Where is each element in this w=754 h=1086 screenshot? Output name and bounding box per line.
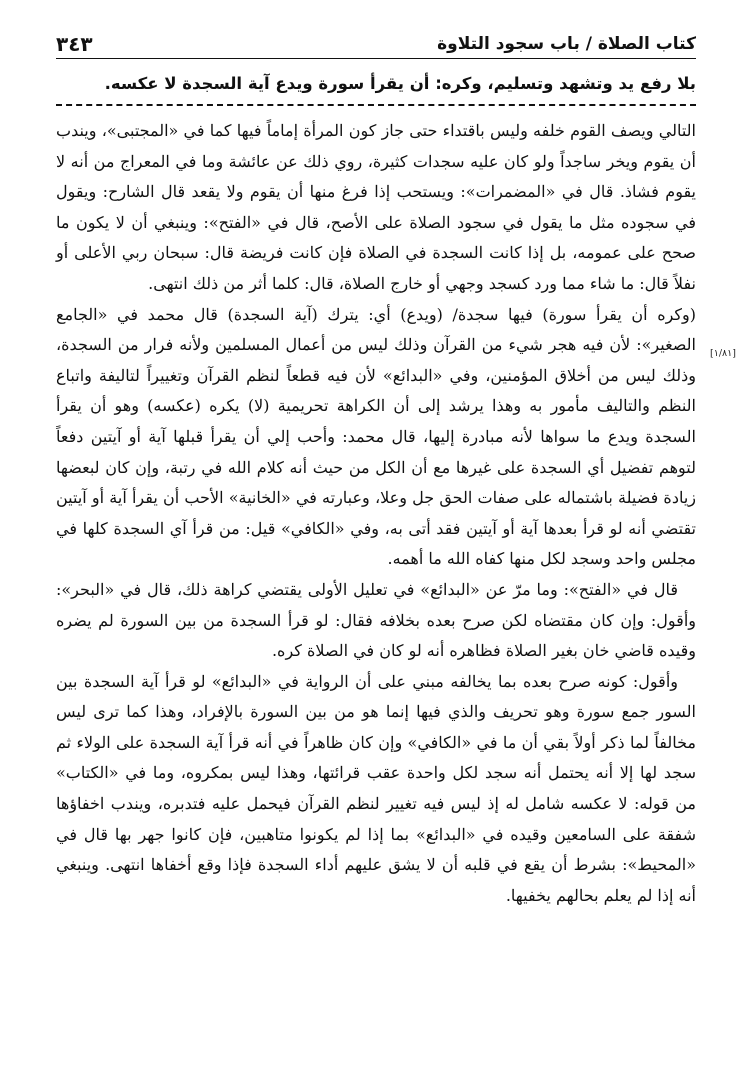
paragraph: قال في «الفتح»: وما مرّ عن «البدائع» في تعليل الأولى يقتضي كراهة ذلك، قال في «البحر»: وأقول: وإن كان مقتضاه لكن صرح بعده بخلافه فقال: لو قرأ السجدة من بين السورة لم يضره وقيده قاضي خان بغير الصلاة فظاهره أنه لو كان في الصلاة كره. [56,579,696,661]
matn-text: بلا رفع يد وتشهد وتسليم، وكره: أن يقرأ سورة ويدع آية السجدة لا عكسه. [104,74,696,93]
margin-reference: [١/٨١] [710,348,736,359]
dashed-divider [56,104,696,106]
commentary-body [56,116,696,911]
page-number: ٣٤٣ [56,32,93,56]
paragraph: التالي ويصف القوم خلفه وليس باقتداء حتى جاز كون المرأة إماماً فيها كما في «المجتبى»، ويندب أن يقوم ويخر ساجداً ولو كان عليه سجدات كثيرة، روي ذلك عن عائشة وما في المعراج من أنه لا يقوم فشاذ. قال في «المضمرات»: ويستحب إذا فرغ منها أن يقوم ولا يقعد قال الشارح: ويقول في سجوده مثل ما يقول في سجود الصلاة على الأصح، قال في «الفتح»: وينبغي أن لا يكون ما صحح على عمومه، بل إذا كانت السجدة في الصلاة فإن كانت فريضة قال: سبحان ربي الأعلى أو نفلاً قال: ما شاء مما ورد كسجد وجهي أو خارج الصلاة، قال: كلما أثر من ذلك انتهى. [56,121,696,293]
running-title: كتاب الصلاة / باب سجود التلاوة [437,34,696,54]
running-header [56,30,696,59]
paragraph: (وكره أن يقرأ سورة) فيها سجدة/ (ويدع) أي: يترك (آية السجدة) قال محمد في «الجامع الصغير»: لأن فيه هجر شيء من القرآن وذلك ليس من أعمال المسلمين ولأنه فرار من السجدة، وذلك ليس من أخلاق المؤمنين، وفي «البدائع» لأن فيه قطعاً لنظم القرآن وتغييراً لتاليفة واتباع النظم والتاليف مأمور به وهذا يرشد إلى أن الكراهة تحريمية (لا) يكره (عكسه) وهو أن يقرأ السجدة ويدع ما سواها لأنه مبادرة إليها، قال محمد: وأحب إلي أن يقرأ قبلها آية أو آيتين دفعاً لتوهم تفضيل أي السجدة على غيرها مع أن الكل من حيث أنه كلام الله في رتبة، وإن كان لبعضها زيادة فضيلة باشتماله على صفات الحق جل وعلا، وعبارته في «الخانية» الأحب أن يقرأ آية أو آيتين تقتضي أنه لو قرأ بعدها آية أو آيتين فقد أتى به، وفي «الكافي» قيل: من قرأ آي السجدة كلها في مجلس واحد وسجد لكل منها كفاه الله ما أهمه. [56,304,696,569]
paragraph: وأقول: كونه صرح بعده بما يخالفه مبني على أن الرواية في «البدائع» لو قرأ آية السجدة بين السور جمع سورة وهو تحريف والذي فيها إنما هو من بين السورة بالإفراد، وهذا كما ترى ليس مخالفاً لما ذكر أولاً بقي أن ما في «الكافي» وإن كان ظاهراً في أنه قرأ آية السجدة على الولاء ثم سجد لها إلا أنه يحتمل أنه سجد لكل واحدة عقب قرائتها، وهذا ليس بمكروه، وما في «الكتاب» من قوله: لا عكسه شامل له إذ ليس فيه تغيير لنظم القرآن فيحمل عليه فتدبره، ويندب اخفاؤها شفقة على السامعين وقيده في «البدائع» بما إذا لم يكونوا متاهبين، فإن كانوا جهر بها قال في «المحيط»: بشرط أن يقع في قلبه أن لا يشق عليهم أداء السجدة فإذا وقع أخفاها انتهى. وينبغي أنه إذا لم يعلم بحالهم يخفيها. [56,671,696,905]
